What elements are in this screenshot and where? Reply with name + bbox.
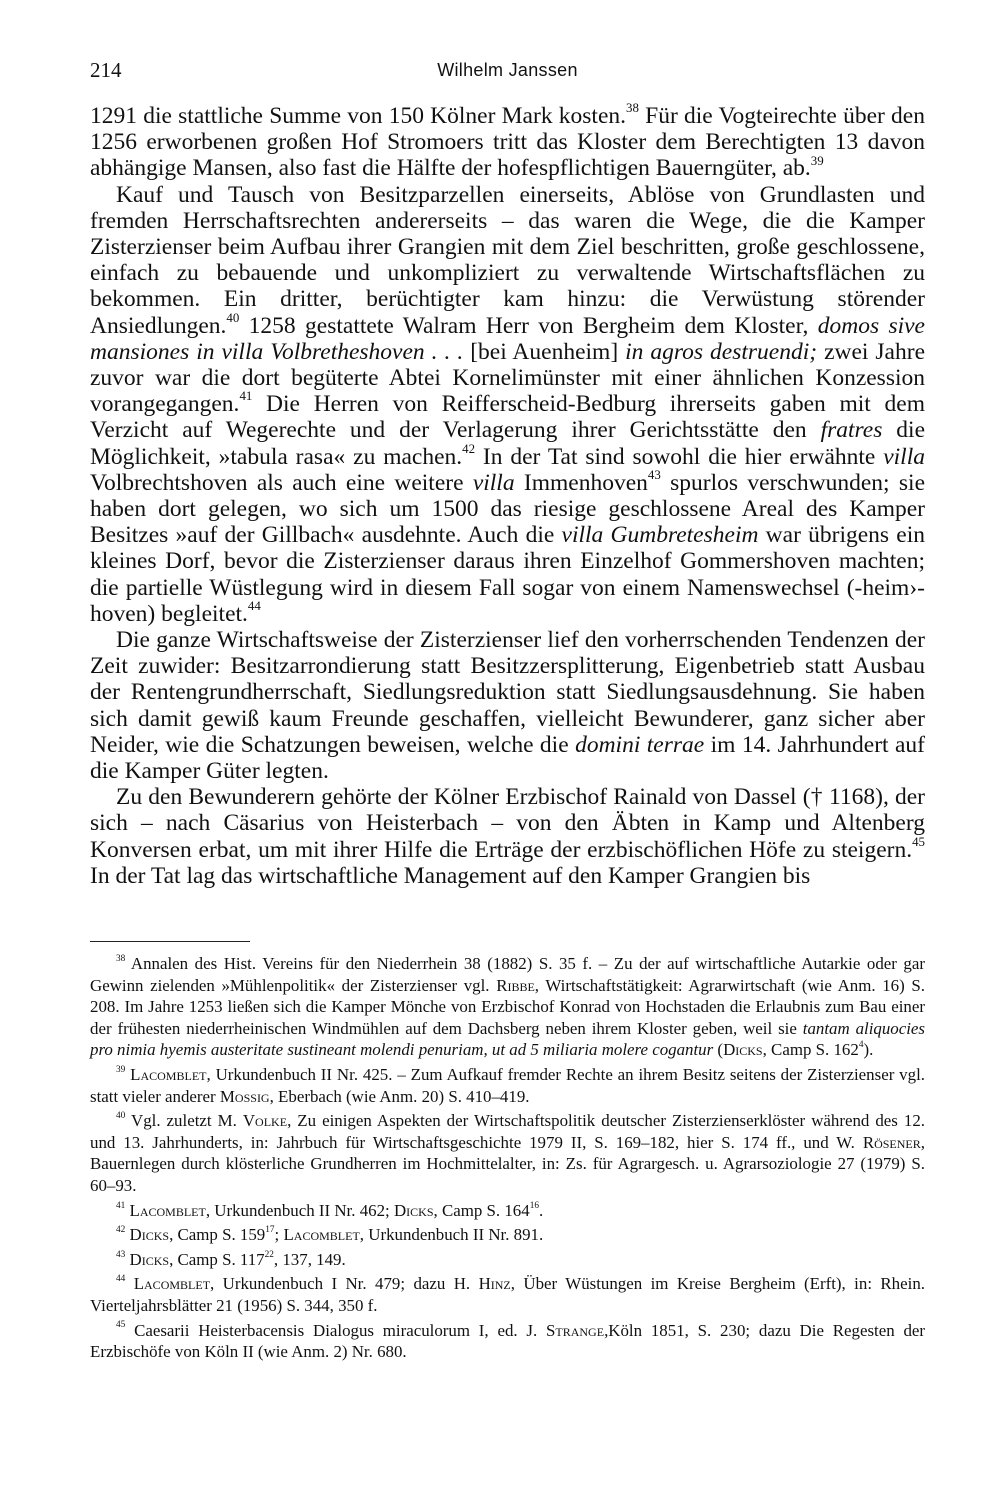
latin-term: fratres <box>820 417 883 444</box>
paragraph-1: 1291 die stattliche Summe von 150 Kölner Mark kosten.$^{38}$ Für die Vogteirechte über den 1256 erworbenen großen Hof Stromoers tritt das Kloster dem Berechtigten 13 davon abhängige Mansen, also fast die Hälfte der hofespflichtigen Bauerngüter, ab.$^{39}$ <box>90 100 925 182</box>
latin-term: villa <box>472 469 515 496</box>
footnote-number: 38 <box>116 953 126 964</box>
footnote-divider <box>90 941 250 942</box>
footnote-42: $^{42}$ Dicks, Camp S. $159^{17}$; Lacomblet, Urkundenbuch II Nr. 891. <box>116 1225 544 1245</box>
latin-quote: in agros destruendi; <box>625 338 818 365</box>
footnote-number: 42 <box>116 1225 126 1236</box>
author-name: Ribbe <box>496 975 535 995</box>
footnote-ref: 39 <box>810 152 824 168</box>
author-name: Rösener <box>862 1132 921 1152</box>
author-name: Volke <box>242 1111 288 1131</box>
author-name: Strange <box>546 1320 605 1340</box>
author-name: Dicks <box>393 1200 434 1220</box>
footnote-ref: 45 <box>912 833 925 849</box>
footnote-39: $^{39}$ Lacomblet, Urkundenbuch II Nr. 425. – Zum Aufkauf fremder Rechte an ihrem Besitz seitens der Zisterzienser vgl. statt vieler anderer Mossig, Eberbach (wie Anm. 20) S. 410–419. <box>90 1064 925 1106</box>
footnote-ref: 41 <box>239 388 253 404</box>
footnote-number: 40 <box>116 1111 126 1122</box>
footnote-45: $^{45}$ Caesarii Heisterbacensis Dialogus miraculorum I, ed. J. Strange,Köln 1851, S. 230; dazu Die Regesten der Erzbischöfe von Köln II (wie Anm. 2) Nr. 680. <box>90 1320 926 1362</box>
footnote-41: $^{41}$ Lacomblet, Urkundenbuch II Nr. 462; Dicks, Camp S. $164^{16}$. <box>116 1200 544 1220</box>
latin-quote: tantam aliquocies pro nimia hyemis austeritate sustineant molendi penuriam, ut ad 5 miliaria molere cogantur <box>90 1018 925 1060</box>
running-head: Wilhelm Janssen <box>437 60 578 80</box>
author-name: Mossig <box>219 1086 270 1106</box>
author-name: Lacomblet <box>133 1274 211 1294</box>
footnotes <box>90 953 925 1363</box>
footnote-number: 45 <box>116 1320 126 1331</box>
page-number: 214 <box>90 58 122 82</box>
latin-quote: domos sive mansiones in villa Volbretheshoven . . . <box>90 312 925 365</box>
footnote-43: $^{43}$ Dicks, Camp S. $117^{22}$, 137, 149. <box>116 1249 346 1269</box>
footnote-number: 41 <box>116 1200 126 1211</box>
footnote-number: 43 <box>116 1249 126 1260</box>
footnote-number: 39 <box>116 1064 126 1075</box>
main-text <box>90 100 926 889</box>
footnote-40: $^{40}$ Vgl. zuletzt M. Volke, Zu einigen Aspekten der Wirtschaftspolitik deutscher Zisterzienserklöster während des 12. und 13. Jahrhunderts, in: Jahrbuch für Wirtschaftsgeschichte 1979 II, S. 169–182, hier S. 174 ff., und W. Rösener, Bauernlegen durch klösterliche Grundherren im Hochmittelalter, in: Zs. für Agrargesch. u. Agrarsoziologie 27 (1979) S. 60–93. <box>90 1111 926 1195</box>
footnote-ref: 44 <box>247 598 261 614</box>
paragraph-3: Die ganze Wirtschaftsweise der Zisterzienser lief den vorherrschenden Tendenzen der Zeit zuwider: Besitzarrondierung statt Besitzzersplitterung, Eigenbetrieb statt Ausbau der Rentengrundherrschaft, Siedlungsreduktion statt Siedlungsausdehnung. Sie haben sich damit gewiß kaum Freunde geschaffen, vielleicht Bewunderer, ganz sicher aber Neider, wie die Schatzungen beweisen, welche die domini terrae im 14. Jahrhundert auf die Kamper Güter legten. <box>90 627 925 785</box>
footnote-number: 44 <box>116 1274 126 1285</box>
footnote-ref: 43 <box>647 467 661 483</box>
footnote-ref: 38 <box>626 100 639 116</box>
author-name: Dicks <box>129 1249 170 1269</box>
latin-term: villa Gumbretesheim <box>561 522 759 549</box>
author-name: Dicks <box>129 1225 170 1245</box>
paragraph-2: Kauf und Tausch von Besitzparzellen einerseits, Ablöse von Grundlasten und fremden Herrschaftsrechten andererseits – das waren die Wege, die die Kamper Zisterzienser beim Aufbau ihrer Grangien mit dem Ziel beschritten, große geschlossene, einfach zu bebauende und unkompliziert zu verwaltende Wirtschaftsflächen zu bekommen. Ein dritter, berüchtigter kam hinzu: die Verwüstung störender Ansiedlungen.$^{40}$ 1258 gestattete Walram Herr von Bergheim dem Kloster, domos sive mansiones in villa Volbretheshoven . . . [bei Auenheim] in agros destruendi; zwei Jahre zuvor war die dort begüterte Abtei Kornelimünster mit einer ähnlichen Konzession vorangegangen.$^{41}$ Die Herren von Reifferscheid-Bedburg ihrerseits gaben mit dem Verzicht auf Wegerechte und der Verlagerung ihrer Gerichtsstätte den fratres die Möglichkeit, »tabula rasa« zu machen.$^{42}$ In der Tat sind sowohl die hier erwähnte villa Volbrechtshoven als auch eine weitere villa Immenhoven$^{43}$ spurlos verschwunden; sie haben dort gelegen, wo sich um 1500 das riesige geschlossene Areal des Kamper Besitzes »auf der Gillbach« ausdehnte. Auch die villa Gumbretesheim war übrigens ein kleines Dorf, bevor die Zisterzienser daraus ihren Einzelhof Gommershoven machten; die partielle Wüstlegung wird in diesem Fall sogar von einem Namenswechsel (-heim›-hoven) begleitet.$^{44}$ <box>90 181 926 627</box>
footnote-ref: 42 <box>462 440 476 456</box>
footnote-44: $^{44}$ Lacomblet, Urkundenbuch I Nr. 479; dazu H. Hinz, Über Wüstungen im Kreise Bergheim (Erft), in: Rhein. Vierteljahrsblätter 21 (1956) S. 344, 350 f. <box>90 1274 925 1315</box>
footnote-ref: 40 <box>226 309 240 325</box>
author-name: Dicks <box>723 1040 763 1060</box>
paragraph-4: Zu den Bewunderern gehörte der Kölner Erzbischof Rainald von Dassel († 1168), der sich – nach Cäsarius von Heisterbach – von den Äbten in Kamp und Altenberg Konversen erbat, um mit ihrer Hilfe die Erträge der erzbischöflichen Höfe zu steigern.$^{45}$ In der Tat lag das wirtschaftliche Management auf den Kamper Grangien bis <box>90 784 925 889</box>
author-name: Lacomblet <box>283 1225 360 1245</box>
page-header <box>90 58 925 88</box>
latin-term: domini terrae <box>575 731 705 758</box>
author-name: Hinz <box>478 1274 511 1294</box>
footnote-38: $^{38}$ Annalen des Hist. Vereins für den Niederrhein 38 (1882) S. 35 f. – Zu der auf wirtschaftliche Autarkie oder gar Gewinn zielenden »Mühlenpolitik« der Zisterzienser vgl. Ribbe, Wirtschaftstätigkeit: Agrarwirtschaft (wie Anm. 16) S. 208. Im Jahre 1253 ließen sich die Kamper Mönche von Erzbischof Konrad von Hochstaden die Erlaubnis zum Bau einer der frühesten niederrheinischen Windmühlen auf dem Dachsberg neben ihrem Kloster geben, weil sie tantam aliquocies pro nimia hyemis austeritate sustineant molendi penuriam, ut ad 5 miliaria molere cogantur (Dicks, Camp S. $162^4$). <box>90 953 925 1060</box>
author-name: Lacomblet <box>130 1064 207 1084</box>
author-name: Lacomblet <box>129 1200 206 1220</box>
latin-term: villa <box>883 443 925 470</box>
